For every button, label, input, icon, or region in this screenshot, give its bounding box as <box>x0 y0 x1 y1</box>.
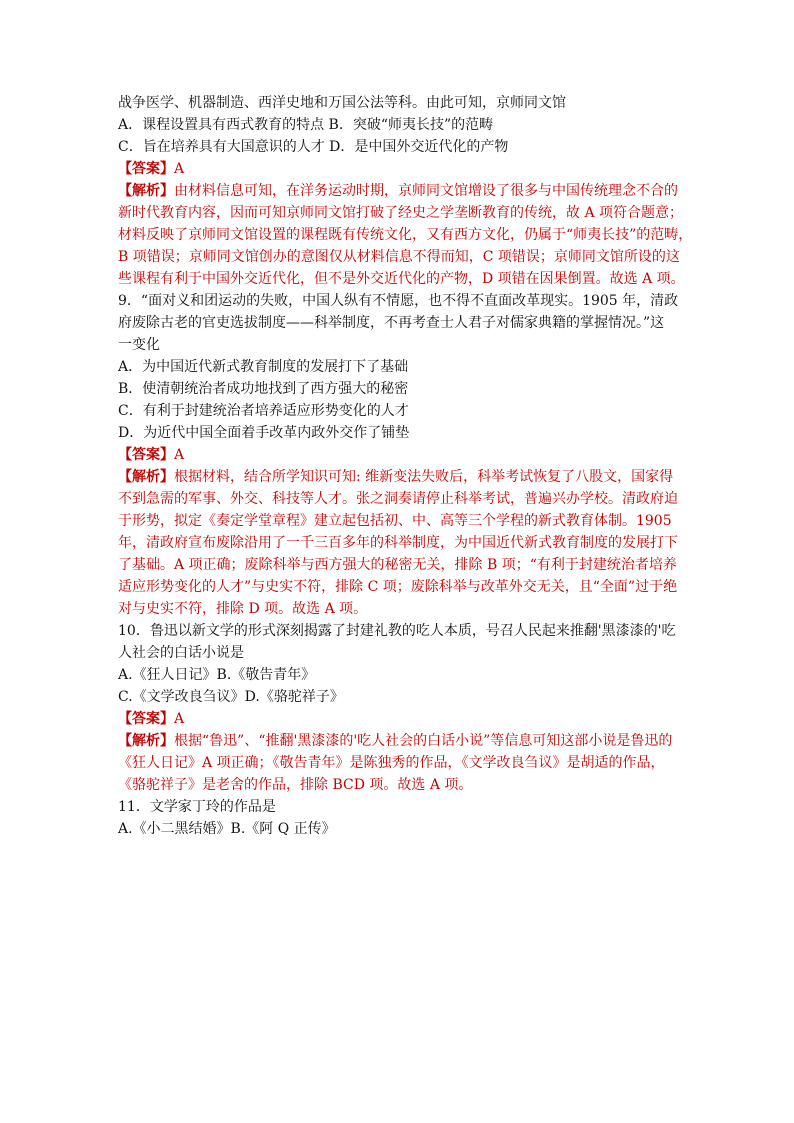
q10-options-cd: C.《文学改良刍议》D.《骆驼祥子》 <box>118 689 344 705</box>
q10-stem-line: 人社会的白话小说是 <box>118 645 244 661</box>
q8-stem-tail: 战争医学、机器制造、西洋史地和万国公法等科。由此可知，京师同文馆 <box>118 95 566 111</box>
q9-analysis-line: 不到急需的军事、外交、科技等人才。张之洞奏请停止科举考试，普遍兴办学校。清政府迫 <box>118 491 678 507</box>
q9-option-a: A．为中国近代新式教育制度的发展打下了基础 <box>118 359 409 375</box>
q9-analysis-line: 于形势，拟定《奏定学堂章程》建立起包括初、中、高等三个学程的新式教育体制。1905 <box>118 513 672 529</box>
q8-options-ab: A．课程设置具有西式教育的特点 B．突破“师夷长技”的范畴 <box>118 117 494 133</box>
q8-analysis-line: 些课程有利于中国外交近代化，但不是外交近代化的产物，D 项错在因果倒置。故选 A 项。 <box>118 271 685 287</box>
answer-tag: 【答案】 <box>118 161 174 177</box>
analysis-tag: 【解析】 <box>118 733 174 749</box>
answer-value: A <box>174 711 185 727</box>
q9-stem-line: 9．“面对义和团运动的失败，中国人纵有不情愿，也不得不直面改革现实。1905 年，清政 <box>118 293 679 309</box>
q8-analysis-line <box>118 180 678 202</box>
q9-option-c: C．有利于封建统治者培养适应形势变化的人才 <box>118 403 409 419</box>
exam-page <box>118 92 693 840</box>
q9-analysis-line: 年，清政府宣布废除沿用了一千三百多年的科举制度，为中国近代新式教育制度的发展打下 <box>118 535 678 551</box>
q9-option-d: D．为近代中国全面着手改革内政外交作了铺垫 <box>118 425 410 441</box>
q10-analysis-line: 《狂人日记》A 项正确；《敬告青年》是陈独秀的作品，《文学改良刍议》是胡适的作品， <box>118 755 665 771</box>
q11-stem: 11．文学家丁玲的作品是 <box>118 799 276 815</box>
answer-tag: 【答案】 <box>118 711 174 727</box>
q10-answer <box>118 708 678 730</box>
q10-analysis-line: 《骆驼祥子》是老舍的作品，排除 BCD 项。故选 A 项。 <box>118 777 473 793</box>
q9-analysis-line <box>118 466 678 488</box>
q10-stem-line: 10．鲁迅以新文学的形式深刻揭露了封建礼教的吃人本质，号召人民起来推翻'黑漆漆的'吃 <box>118 623 676 639</box>
analysis-tag: 【解析】 <box>118 469 174 485</box>
q9-option-b: B．使清朝统治者成功地找到了西方强大的秘密 <box>118 381 409 397</box>
answer-tag: 【答案】 <box>118 447 174 463</box>
analysis-tag: 【解析】 <box>118 183 174 199</box>
q9-analysis-line: 对与史实不符，排除 D 项。故选 A 项。 <box>118 601 368 617</box>
answer-value: A <box>174 447 185 463</box>
q9-stem-line: 府废除古老的官吏选拔制度——科举制度，不再考查士人君子对儒家典籍的掌握情况。”这 <box>118 315 665 331</box>
q10-analysis-line <box>118 730 678 752</box>
analysis-text: 根据材料，结合所学知识可知: 维新变法失败后，科举考试恢复了八股文，国家得 <box>174 469 674 485</box>
analysis-text: 由材料信息可知，在洋务运动时期，京师同文馆增设了很多与中国传统理念不合的 <box>174 183 678 199</box>
q8-analysis-line: 材料反映了京师同文馆设置的课程既有传统文化，又有西方文化，仍属于“师夷长技”的范畴， <box>118 227 693 243</box>
q9-analysis-line: 适应形势变化的人才”与史实不符，排除 C 项；废除科举与改革外交无关，且“全面”过于绝 <box>118 579 678 595</box>
q8-options-cd: C．旨在培养具有大国意识的人才 D．是中国外交近代化的产物 <box>118 139 509 155</box>
q8-analysis-line: 新时代教育内容，因而可知京师同文馆打破了经史之学垄断教育的传统，故 A 项符合题意； <box>118 205 684 221</box>
answer-value: A <box>174 161 185 177</box>
q9-answer <box>118 444 678 466</box>
q9-analysis-line: 了基础。A 项正确；废除科举与西方强大的秘密无关，排除 B 项；“有利于封建统治者培养 <box>118 557 677 573</box>
q10-options-ab: A.《狂人日记》B.《敬告青年》 <box>118 667 316 683</box>
q11-options-ab: A.《小二黑结婚》B.《阿 Q 正传》 <box>118 821 336 837</box>
q8-answer <box>118 158 678 180</box>
q9-stem-line: 一变化 <box>118 337 160 353</box>
q8-analysis-line: B 项错误；京师同文馆创办的意图仅从材料信息不得而知，C 项错误；京师同文馆所设的这 <box>118 249 680 265</box>
analysis-text: 根据“鲁迅”、“推翻'黑漆漆的'吃人社会的白话小说”等信息可知这部小说是鲁迅的 <box>174 733 673 749</box>
